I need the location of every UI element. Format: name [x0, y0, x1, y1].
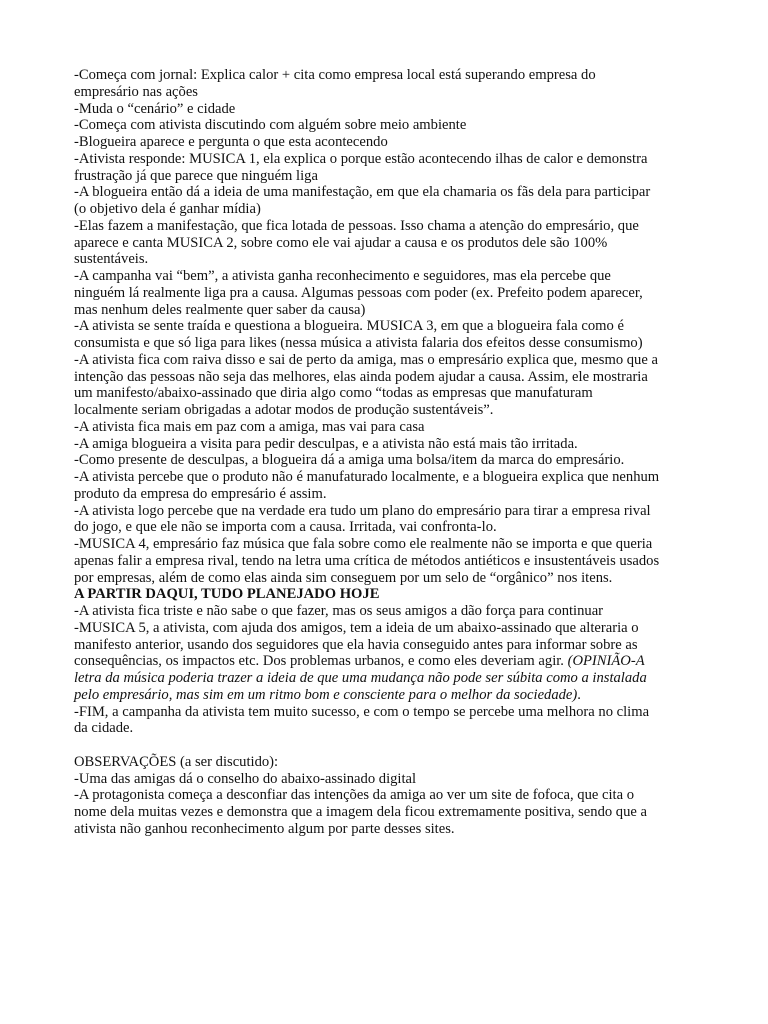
- section-heading: A PARTIR DAQUI, TUDO PLANEJADO HOJE: [74, 586, 380, 603]
- text-line: -Blogueira aparece e pergunta o que esta acontecendo: [74, 134, 388, 150]
- opinion-note: [74, 670, 698, 687]
- text-line: -FIM, a campanha da ativista tem muito sucesso, e com o tempo se percebe uma melhora no clima: [74, 703, 650, 720]
- text-line: mas nenhum deles realmente quer saber da causa): [74, 301, 366, 318]
- mixed-style-line: [74, 653, 698, 670]
- text-line: -A amiga blogueira a visita para pedir desculpas, e a ativista não está mais tão irritada.: [74, 435, 578, 452]
- observation-line: nome dela muitas vezes e demonstra que a imagem dela ficou extremamente positiva, sendo que a: [74, 804, 648, 820]
- text-line: da cidade.: [74, 720, 134, 737]
- observation-line: ativista não ganhou reconhecimento algum por parte desses sites.: [74, 820, 455, 837]
- text-line: -A campanha vai “bem”, a ativista ganha reconhecimento e seguidores, mas ela percebe que: [74, 268, 611, 284]
- opinion-start-text: (OPINIÃO-A: [567, 653, 645, 670]
- text-line: -A ativista percebe que o produto não é manufaturado localmente, e a blogueira explica que nenhum: [74, 469, 660, 485]
- text-line: aparece e canta MUSICA 2, sobre como ele vai ajudar a causa e os produtos dele são 100%: [74, 234, 608, 251]
- text-line: um manifesto/abaixo-assinado que diria algo como “todas as empresas que manufaturam: [74, 385, 593, 402]
- opinion-end-punctuation: .: [577, 686, 581, 703]
- text-line: ninguém lá realmente liga pra a causa. Algumas pessoas com poder (ex. Prefeito podem aparecer,: [74, 284, 643, 301]
- document-page: [74, 67, 698, 838]
- text-line: -Muda o “cenário” e cidade: [74, 100, 236, 117]
- observations-title: OBSERVAÇÕES (a ser discutido):: [74, 753, 279, 770]
- text-line: -A ativista fica com raiva disso e sai de perto da amiga, mas o empresário explica que, mesmo que a: [74, 351, 658, 368]
- opinion-end-line: [74, 687, 698, 704]
- text-line: -A ativista fica triste e não sabe o que fazer, mas os seus amigos a dão força para continuar: [74, 603, 604, 619]
- text-line: consumista e que só liga para likes (nessa música a ativista falaria dos efeitos desse consumismo): [74, 335, 643, 351]
- text-line: sustentáveis.: [74, 251, 149, 268]
- text-line: por empresas, além de como elas ainda sim conseguem por um selo de “orgânico” nos itens.: [74, 569, 613, 586]
- mixed-normal-text: consequências, os impactos etc. Dos problemas urbanos, e como eles deveriam agir.: [74, 653, 568, 670]
- text-line: apenas falir a empresa rival, tendo na letra uma crítica de métodos antiéticos e insustentáveis usados: [74, 552, 660, 569]
- text-line: -Elas fazem a manifestação, que fica lotada de pessoas. Isso chama a atenção do empresário, que: [74, 217, 639, 234]
- paragraph-gap: [74, 737, 698, 754]
- observation-line: -A protagonista começa a desconfiar das intenções da amiga ao ver um site de fofoca, que cita o: [74, 787, 635, 804]
- text-line: produto da empresa do empresário é assim.: [74, 485, 327, 502]
- script-outline: [74, 67, 698, 586]
- text-line: -A blogueira então dá a ideia de uma manifestação, em que ela chamaria os fãs dela para participar: [74, 184, 651, 201]
- text-line: -Como presente de desculpas, a blogueira dá a amiga uma bolsa/item da marca do empresário.: [74, 452, 625, 469]
- ending-outline: [74, 704, 698, 738]
- text-line: -MUSICA 4, empresário faz música que fala sobre como ele realmente não se importa e que queria: [74, 536, 653, 552]
- observations-list: [74, 771, 698, 838]
- text-line: -Começa com jornal: Explica calor + cita como empresa local está superando empresa do: [74, 67, 596, 83]
- text-line: (o objetivo dela é ganhar mídia): [74, 201, 261, 217]
- italic-text-line: letra da música poderia trazer a ideia de que uma mudança não pode ser súbita como a instalada: [74, 670, 647, 686]
- text-line: manifesto anterior, usando dos seguidores que ela havia conseguido antes para informar sobre as: [74, 636, 638, 653]
- text-line: -A ativista se sente traída e questiona a blogueira. MUSICA 3, em que a blogueira fala como é: [74, 318, 624, 335]
- text-line: -Começa com ativista discutindo com alguém sobre meio ambiente: [74, 117, 467, 134]
- text-line: do jogo, e que ele não se importa com a causa. Irritada, vai confronta-lo.: [74, 519, 497, 536]
- text-line: -A ativista logo percebe que na verdade era tudo um plano do empresário para tirar a empresa rival: [74, 502, 651, 519]
- text-line: -MUSICA 5, a ativista, com ajuda dos amigos, tem a ideia de um abaixo-assinado que alteraria o: [74, 619, 639, 636]
- text-line: -A ativista fica mais em paz com a amiga, mas vai para casa: [74, 418, 425, 435]
- text-line: intenção das pessoas não seja das melhores, elas ainda podem ajudar a causa. Assim, ele mostraria: [74, 368, 648, 385]
- observation-line: -Uma das amigas dá o conselho do abaixo-assinado digital: [74, 770, 417, 787]
- text-line: frustração já que parece que ninguém liga: [74, 167, 318, 184]
- text-line: empresário nas ações: [74, 83, 198, 100]
- text-line: -Ativista responde: MUSICA 1, ela explica o porque estão acontecendo ilhas de calor e demonstra: [74, 150, 648, 167]
- planned-outline: [74, 603, 698, 653]
- text-line: localmente seriam obrigadas a adotar modos de produção sustentáveis”.: [74, 402, 494, 418]
- opinion-end-text: pelo empresário, mas sim em um ritmo bom e consciente para o melhor da sociedade): [74, 686, 578, 703]
